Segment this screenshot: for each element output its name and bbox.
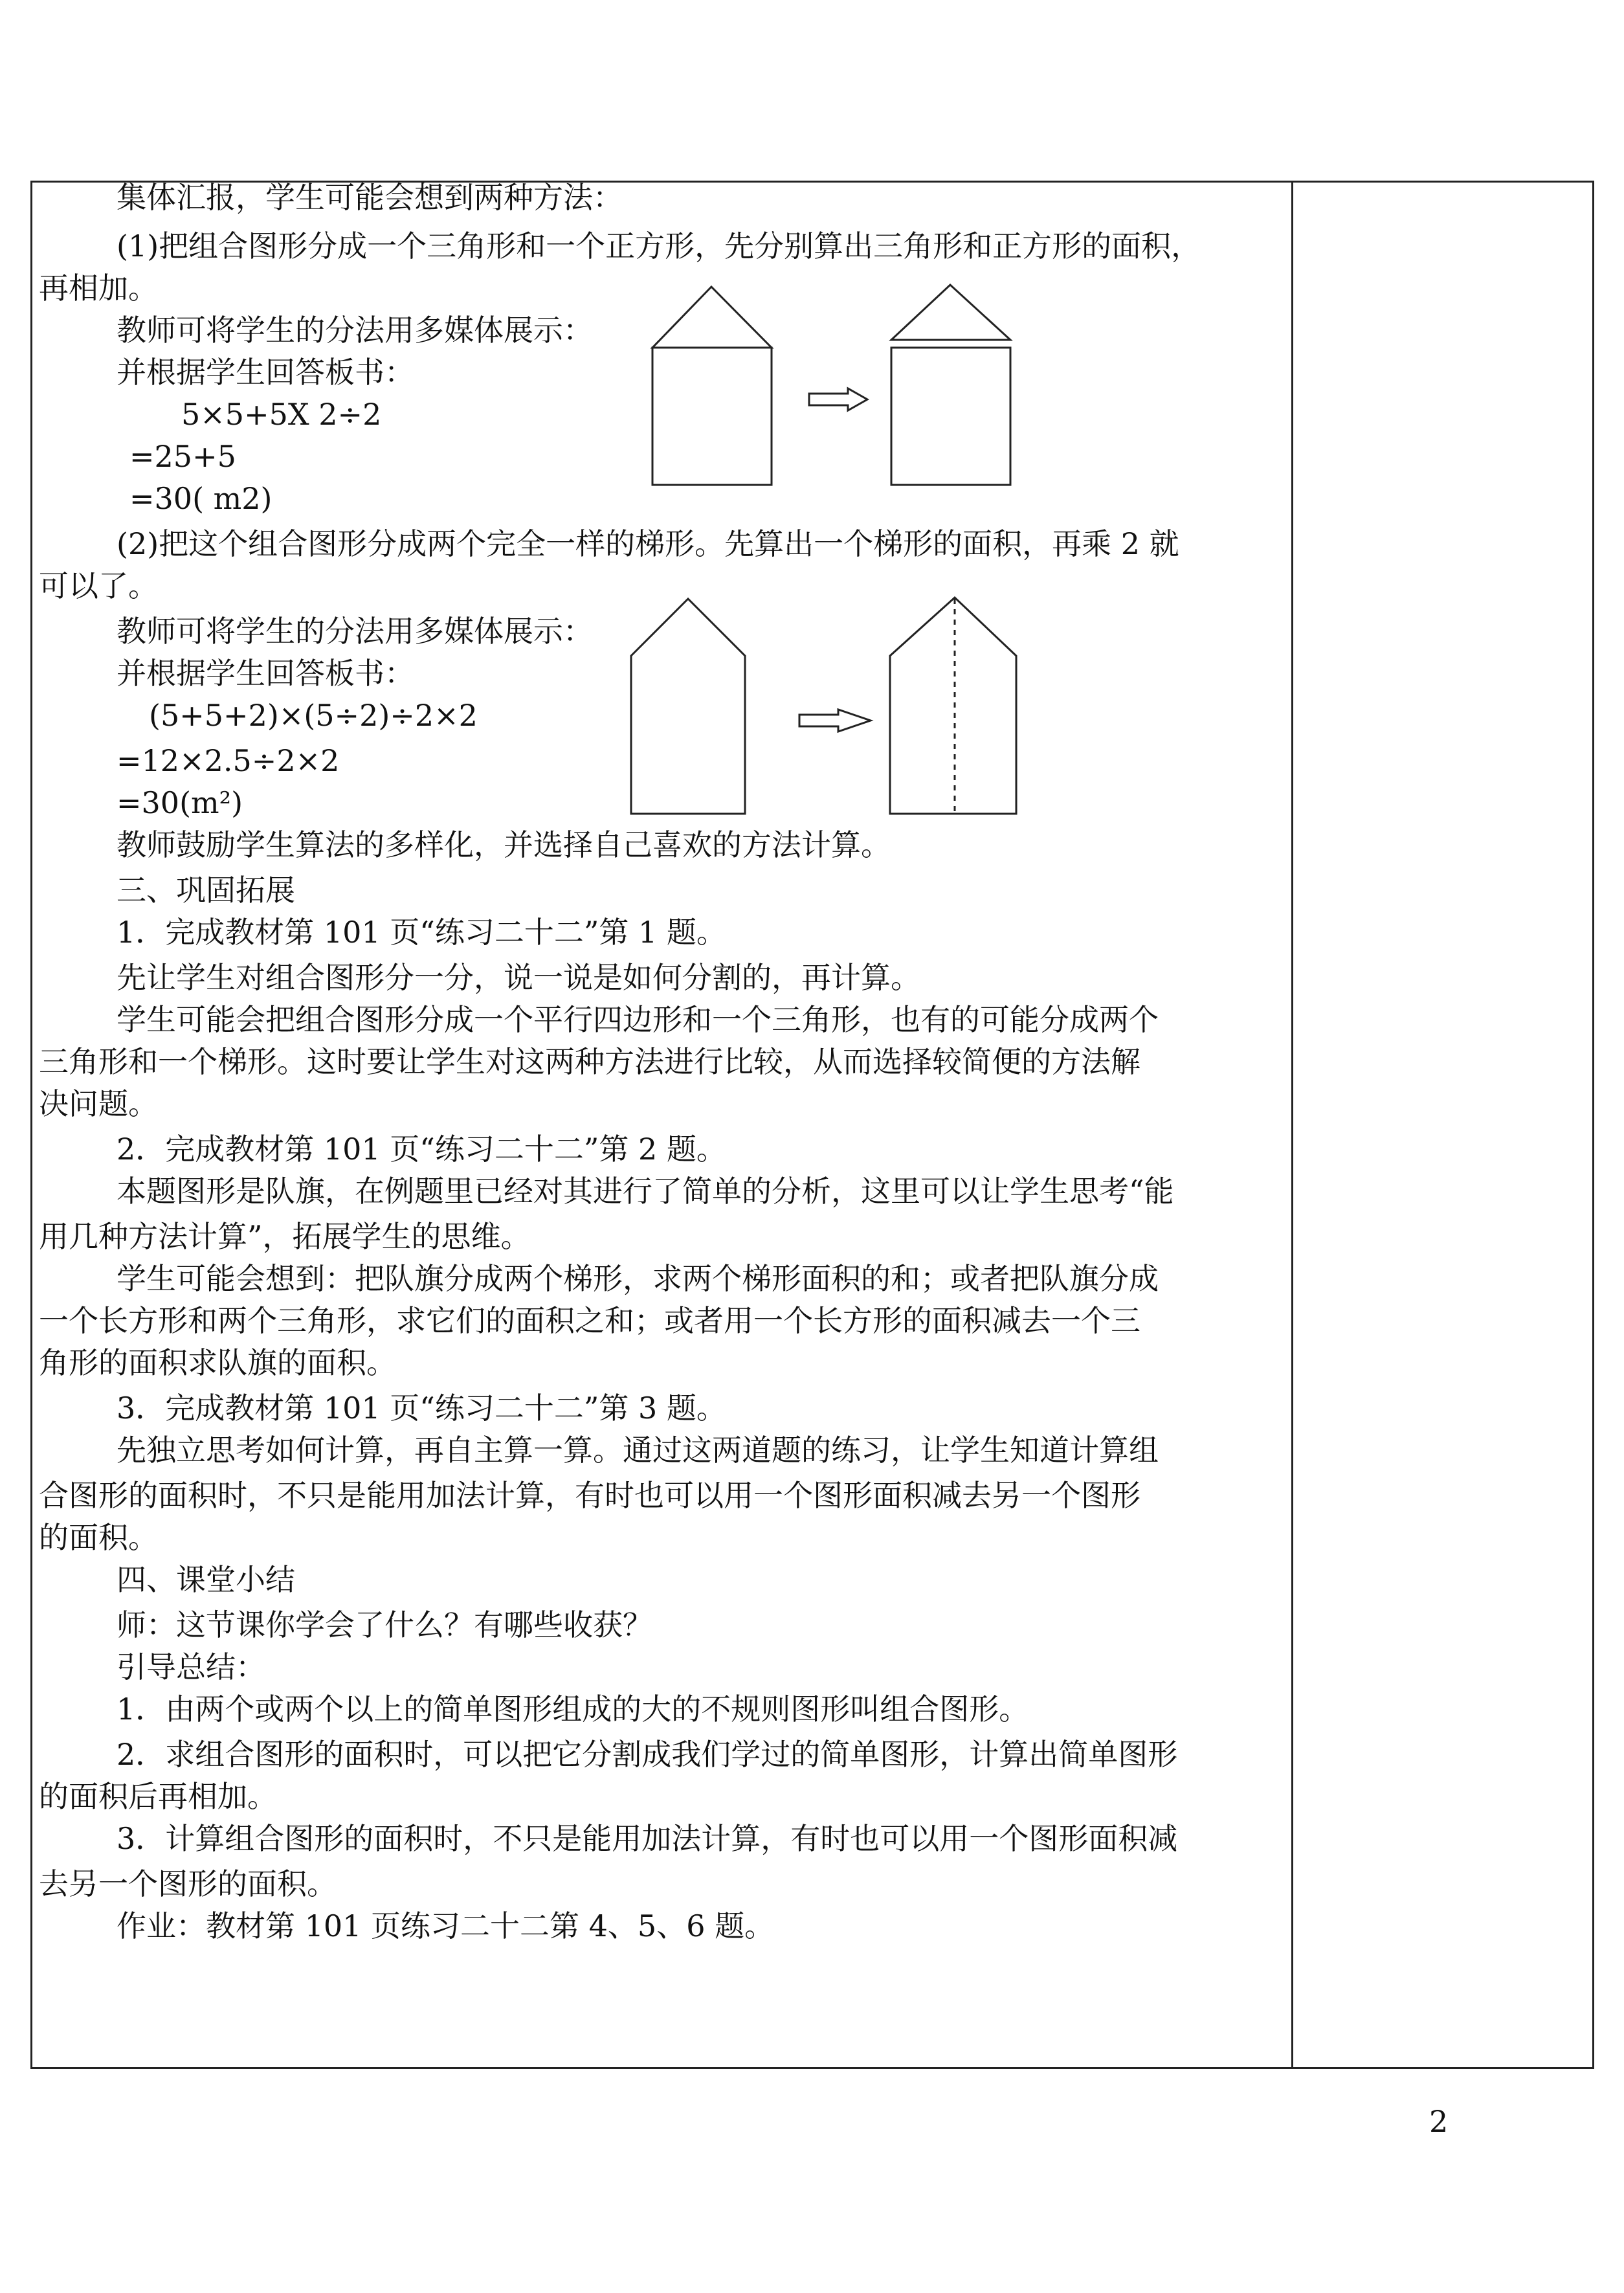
text-line: 本题图形是队旗，在例题里已经对其进行了简单的分析，这里可以让学生思考“能: [117, 1174, 1174, 1209]
two-trapezoid-diagram: [625, 592, 1039, 825]
formula-line: (5+5+2)×(5÷2)÷2×2: [149, 698, 478, 733]
text-line: 用几种方法计算”，拓展学生的思维。: [39, 1219, 531, 1254]
section-heading: 四、课堂小结: [117, 1562, 295, 1597]
text-line: 2．完成教材第 101 页“练习二十二”第 2 题。: [117, 1132, 726, 1167]
text-line: 角形的面积求队旗的面积。: [39, 1345, 396, 1380]
section-heading: 三、巩固拓展: [117, 873, 295, 908]
text-line: 再相加。: [39, 271, 158, 306]
triangle-shape: [891, 285, 1010, 340]
text-line: 的面积后再相加。: [39, 1779, 277, 1814]
formula-line: =25+5: [129, 439, 236, 474]
formula-line: =12×2.5÷2×2: [117, 743, 340, 778]
text-line: 学生可能会想到：把队旗分成两个梯形，求两个梯形面积的和；或者把队旗分成: [117, 1261, 1159, 1296]
text-line: 作业：教材第 101 页练习二十二第 4、5、6 题。: [117, 1908, 775, 1943]
text-line: 教师可将学生的分法用多媒体展示：: [117, 614, 593, 649]
arrow-icon: [799, 710, 871, 732]
text-line: 引导总结：: [117, 1650, 265, 1684]
triangle-square-diagram: [647, 278, 1036, 492]
page-number: 2: [1429, 2104, 1449, 2139]
square-shape: [891, 348, 1010, 485]
text-line: 3．完成教材第 101 页“练习二十二”第 3 题。: [117, 1391, 726, 1426]
text-line: 并根据学生回答板书：: [117, 355, 414, 390]
text-line: 集体汇报，学生可能会想到两种方法：: [117, 180, 623, 215]
text-line: 一个长方形和两个三角形，求它们的面积之和；或者用一个长方形的面积减去一个三: [39, 1303, 1140, 1338]
text-line: 1．完成教材第 101 页“练习二十二”第 1 题。: [117, 915, 726, 950]
text-line: (2)把这个组合图形分成两个完全一样的梯形。先算出一个梯形的面积，再乘 2 就: [117, 526, 1179, 561]
text-line: 教师鼓励学生算法的多样化，并选择自己喜欢的方法计算。: [117, 827, 891, 862]
text-line: 三角形和一个梯形。这时要让学生对这两种方法进行比较，从而选择较简便的方法解: [39, 1044, 1140, 1079]
column-divider: [1291, 181, 1293, 2069]
formula-line: =30( m2): [129, 481, 273, 516]
text-line: 学生可能会把组合图形分成一个平行四边形和一个三角形，也有的可能分成两个: [117, 1002, 1159, 1037]
pentagon-shape: [631, 599, 745, 814]
formula-line: =30(m²): [117, 785, 243, 820]
text-line: 教师可将学生的分法用多媒体展示：: [117, 313, 593, 348]
text-line: 合图形的面积时，不只是能用加法计算，有时也可以用一个图形面积减去另一个图形: [39, 1478, 1140, 1513]
pentagon-shape: [890, 598, 1016, 814]
text-line: 1．由两个或两个以上的简单图形组成的大的不规则图形叫组合图形。: [117, 1692, 1029, 1727]
text-line: 先独立思考如何计算，再自主算一算。通过这两道题的练习，让学生知道计算组: [117, 1433, 1159, 1468]
text-line: (1)把组合图形分成一个三角形和一个正方形，先分别算出三角形和正方形的面积，: [117, 229, 1201, 263]
arrow-icon: [809, 388, 867, 410]
text-line: 2．求组合图形的面积时，可以把它分割成我们学过的简单图形，计算出简单图形: [117, 1737, 1178, 1772]
text-line: 先让学生对组合图形分一分，说一说是如何分割的，再计算。: [117, 960, 920, 995]
square-shape: [652, 348, 772, 485]
text-line: 去另一个图形的面积。: [39, 1866, 337, 1901]
triangle-shape: [652, 287, 772, 348]
text-line: 师：这节课你学会了什么？有哪些收获？: [117, 1607, 652, 1642]
text-line: 的面积。: [39, 1520, 158, 1555]
text-line: 决问题。: [39, 1086, 158, 1121]
text-line: 3．计算组合图形的面积时，不只是能用加法计算，有时也可以用一个图形面积减: [117, 1821, 1178, 1856]
formula-line: 5×5+5X 2÷2: [181, 397, 382, 432]
text-line: 可以了。: [39, 568, 158, 603]
text-line: 并根据学生回答板书：: [117, 656, 414, 691]
